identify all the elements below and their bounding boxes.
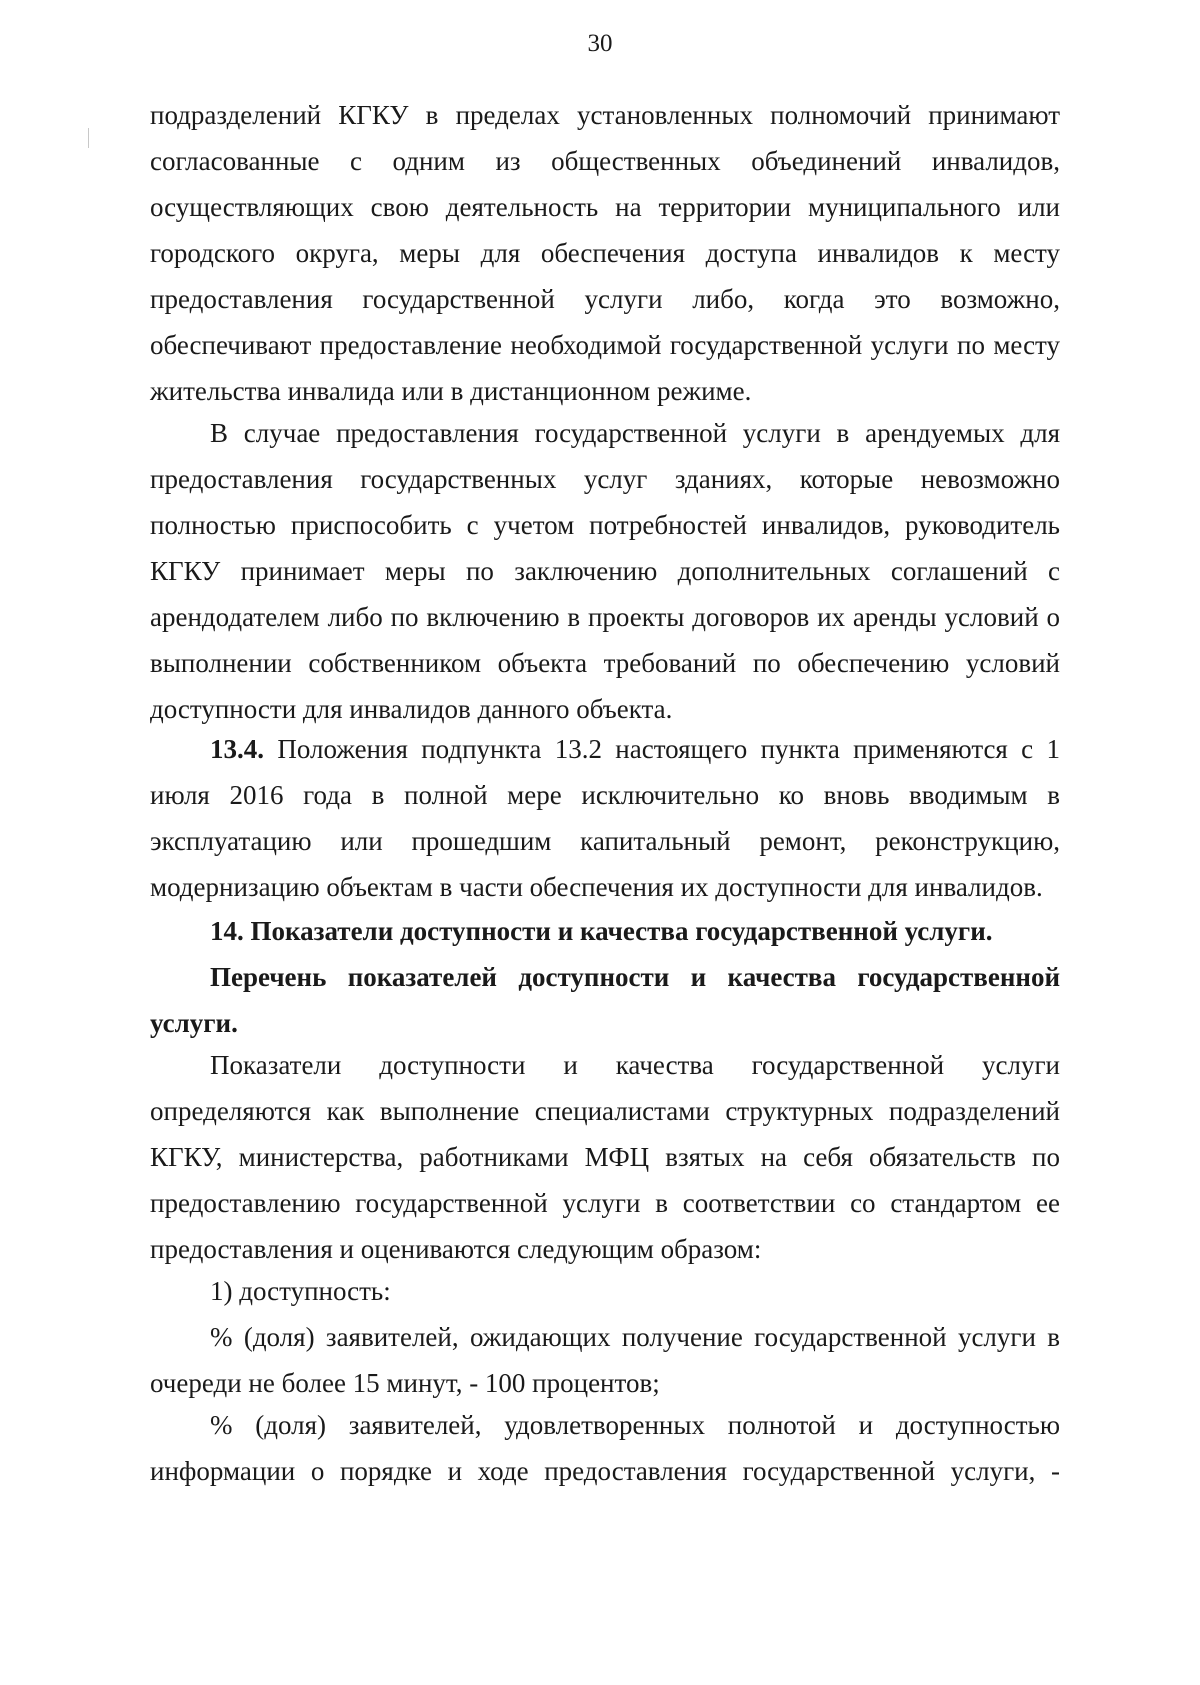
margin-mark xyxy=(88,128,89,148)
list-item-accessibility: 1) доступность: xyxy=(210,1276,391,1306)
paragraph-queue-share: % (доля) заявителей, ожидающих получение государственной услуги в очереди не более 15 минут, - 100 процентов; xyxy=(150,1322,1060,1398)
paragraph-information-share: % (доля) заявителей, удовлетворенных полнотой и доступностью информации о порядке и ходе предоставления государственной услуги, - xyxy=(150,1410,1060,1486)
clause-text: Положения подпункта 13.2 настоящего пункта применяются с 1 июля 2016 года в полной мере исключительно ко вновь вводимым в эксплуатацию или прошедшим капитальный ремонт, реконструкцию, модернизацию объектам в части обеспечения их доступности для инвалидов. xyxy=(150,734,1060,902)
paragraph-rented-buildings: В случае предоставления государственной услуги в арендуемых для предоставления государственных услуг зданиях, которые невозможно полностью приспособить с учетом потребностей инвалидов, руководитель КГКУ принимает меры по заключению дополнительных соглашений с арендодателем либо по включению в проекты договоров их аренды условий о выполнении собственником объекта требований по обеспечению условий доступности для инвалидов данного объекта. xyxy=(150,418,1060,724)
paragraph-kgku-measures: подразделений КГКУ в пределах установленных полномочий принимают согласованные с одним из общественных объединений инвалидов, осуществляющих свою деятельность на территории муниципального или городского округа, меры для обеспечения доступа инвалидов к месту предоставления государственной услуги либо, когда это возможно, обеспечивают предоставление необходимой государственной услуги по месту жительства инвалида или в дистанционном режиме. xyxy=(150,100,1060,406)
paragraph-indicators-definition: Показатели доступности и качества государственной услуги определяются как выполнение специалистами структурных подразделений КГКУ, министерства, работниками МФЦ взятых на себя обязательств по предоставлению государственной услуги в соответствии со стандартом ее предоставления и оцениваются следующим образом: xyxy=(150,1050,1060,1264)
clause-number: 13.4. xyxy=(210,734,264,764)
paragraph-13-4 xyxy=(150,726,1060,910)
section-14-subheading: Перечень показателей доступности и качества государственной услуги. xyxy=(150,962,1060,1038)
page-number: 30 xyxy=(587,30,613,57)
section-14-heading: 14. Показатели доступности и качества государственной услуги. xyxy=(210,916,993,946)
